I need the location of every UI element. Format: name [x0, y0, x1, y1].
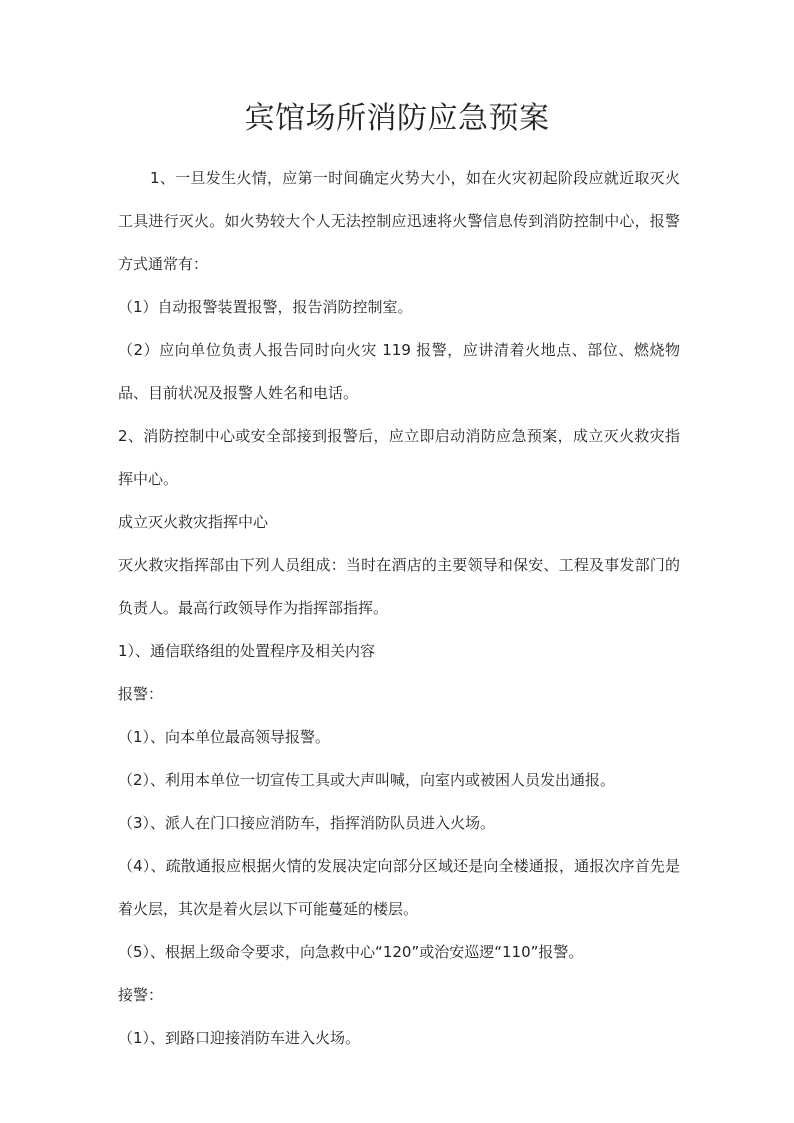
paragraph-5: 成立灭火救灾指挥中心: [118, 513, 269, 531]
paragraph-7: 1）、通信联络组的处置程序及相关内容: [118, 642, 376, 660]
paragraph-15: （1）、到路口迎接消防车进入火场。: [118, 1029, 361, 1047]
paragraph-12: （4）、疏散通报应根据火情的发展决定向部分区域还是向全楼通报，通报次序首先是着火层，其次是着火层以下可能蔓延的楼层。: [118, 857, 680, 918]
paragraph-13: （5）、根据上级命令要求，向急救中心“120”或治安巡逻“110”报警。: [118, 943, 584, 961]
paragraph-8: 报警：: [118, 685, 164, 703]
document-title: 宾馆场所消防应急预案: [244, 101, 550, 136]
paragraph-14: 接警：: [118, 986, 164, 1004]
paragraph-2: （1）自动报警装置报警，报告消防控制室。: [118, 298, 413, 316]
paragraph-10: （2）、利用本单位一切宣传工具或大声叫喊，向室内或被困人员发出通报。: [118, 771, 616, 789]
paragraph-6: 灭火救灾指挥部由下列人员组成：当时在酒店的主要领导和保安、工程及事发部门的负责人。最高行政领导作为指挥部指挥。: [118, 556, 680, 617]
paragraph-4: 2、消防控制中心或安全部接到报警后，应立即启动消防应急预案，成立灭火救灾指挥中心。: [118, 427, 680, 488]
paragraph-1: 1、一旦发生火情，应第一时间确定火势大小，如在火灾初起阶段应就近取灭火工具进行灭火。如火势较大个人无法控制应迅速将火警信息传到消防控制中心，报警方式通常有：: [118, 169, 680, 273]
paragraph-9: （1）、向本单位最高领导报警。: [118, 728, 331, 746]
document-body: [118, 157, 680, 1060]
paragraph-3: （2）应向单位负责人报告同时向火灾 119 报警，应讲清着火地点、部位、燃烧物品、目前状况及报警人姓名和电话。: [118, 341, 680, 402]
paragraph-11: （3）、派人在门口接应消防车，指挥消防队员进入火场。: [118, 814, 496, 832]
